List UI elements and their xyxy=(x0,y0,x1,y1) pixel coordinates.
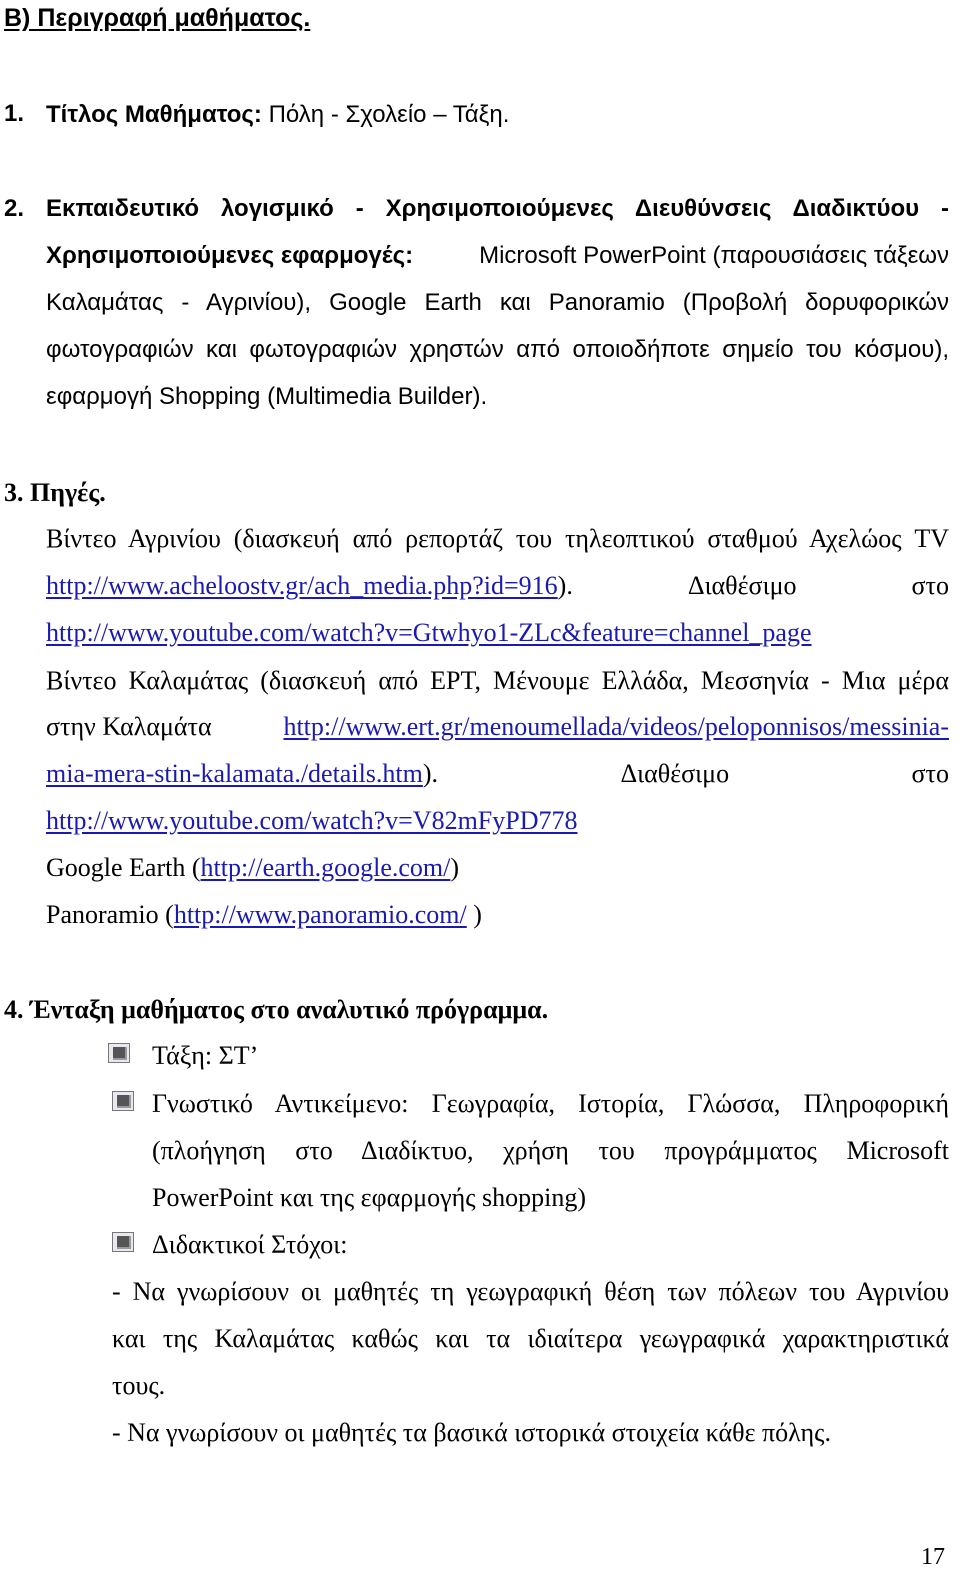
item1-number: 1. xyxy=(4,100,25,127)
video2-desc: Βίντεο Καλαμάτας (διασκευή από ΕΡΤ, Μένουμε Ελλάδα, Μεσσηνία - Μια μέρα xyxy=(46,666,949,695)
ge-close: ) xyxy=(450,853,460,882)
item2-line1: Εκπαιδευτικό λογισμικό - Χρησιμοποιούμενες Διευθύνσεις Διαδικτύου - xyxy=(46,195,949,222)
item3-title: 3. Πηγές. xyxy=(4,478,106,507)
ge-label: Google Earth ( xyxy=(46,853,201,882)
video2-at: στο xyxy=(911,759,949,788)
video2-link-part2[interactable]: mia-mera-stin-kalamata./details.htm xyxy=(46,759,423,788)
video1-close: ). xyxy=(557,571,573,600)
video1-youtube-row xyxy=(46,620,812,646)
pano-label: Panoramio ( xyxy=(46,900,174,929)
item2-line3: Καλαμάτας - Αγρινίου), Google Earth και Panoramio (Προβολή δορυφορικών xyxy=(46,289,949,316)
video1-link-wrap xyxy=(46,573,573,599)
goal2-line: - Να γνωρίσουν οι μαθητές τα βασικά ιστορικά στοιχεία κάθε πόλης. xyxy=(112,1418,831,1447)
item1-line xyxy=(46,101,509,127)
pano-link[interactable]: http://www.panoramio.com/ xyxy=(173,900,467,929)
panoramio-row xyxy=(46,902,482,928)
video1-desc: Βίντεο Αγρινίου (διασκευή από ρεπορτάζ του τηλεοπτικού σταθμού Αχελώος TV xyxy=(46,524,949,553)
item2-line2-bold: Χρησιμοποιούμενες εφαρμογές: xyxy=(46,242,414,269)
video2-youtube-row xyxy=(46,808,578,834)
video1-link[interactable]: http://www.acheloostv.gr/ach_media.php?id=916 xyxy=(46,571,558,600)
video2-link-wrap xyxy=(46,761,438,787)
item1-label: Τίτλος Μαθήματος: xyxy=(46,101,262,128)
item2-line2-rest: Microsoft PowerPoint (παρουσιάσεις τάξεων xyxy=(479,242,949,269)
video2-close: ). xyxy=(422,759,439,788)
item2-line4: φωτογραφιών και φωτογραφιών χρηστών από οποιοδήποτε σημείο του κόσμου), xyxy=(46,336,949,363)
video1-at: στο xyxy=(911,571,949,600)
item2-line5: εφαρμογή Shopping (Multimedia Builder). xyxy=(46,383,488,410)
item1-value: Πόλη - Σχολείο – Τάξη. xyxy=(261,101,510,128)
video1-link-row xyxy=(46,573,949,599)
ge-link[interactable]: http://earth.google.com/ xyxy=(200,853,451,882)
item2-line2 xyxy=(46,244,949,268)
goal1-line3: τους. xyxy=(112,1371,166,1400)
item2-number: 2. xyxy=(4,195,25,222)
video2-available: Διαθέσιμο xyxy=(620,759,730,788)
goal1-line2: και της Καλαμάτας καθώς και τα ιδιαίτερα γεωγραφικά χαρακτηριστικά xyxy=(112,1324,949,1353)
section-title: Β) Περιγραφή μαθήματος. xyxy=(4,4,311,32)
video2-link-row2 xyxy=(46,761,949,787)
bullet-icon xyxy=(112,1091,134,1111)
subject-line2: (πλοήγηση στο Διαδίκτυο, χρήση του προγράμματος Microsoft xyxy=(152,1136,949,1165)
bullet-icon xyxy=(112,1232,134,1252)
subject-line3: PowerPoint και της εφαρμογής shopping) xyxy=(152,1183,587,1212)
video2-prefix: στην Καλαμάτα xyxy=(46,712,212,741)
item4-title: 4. Ένταξη μαθήματος στο αναλυτικό πρόγραμμα. xyxy=(4,995,549,1024)
goal1-line1: - Να γνωρίσουν οι μαθητές τη γεωγραφική θέση των πόλεων του Αγρινίου xyxy=(112,1277,949,1306)
video1-youtube-link[interactable]: http://www.youtube.com/watch?v=Gtwhyo1-ZLc&feature=channel_page xyxy=(46,618,812,647)
page-number: 17 xyxy=(921,1544,945,1570)
pano-close: ) xyxy=(466,900,482,929)
video2-link-row xyxy=(46,714,949,740)
google-earth-row xyxy=(46,855,459,881)
class-line: Τάξη: ΣΤ’ xyxy=(152,1041,259,1070)
subject-line1: Γνωστικό Αντικείμενο: Γεωγραφία, Ιστορία, Γλώσσα, Πληροφορική xyxy=(152,1089,949,1118)
video1-available: Διαθέσιμο xyxy=(687,571,797,600)
goals-label: Διδακτικοί Στόχοι: xyxy=(152,1230,348,1259)
video2-youtube-link[interactable]: http://www.youtube.com/watch?v=V82mFyPD778 xyxy=(46,806,578,835)
bullet-icon xyxy=(108,1043,130,1063)
video2-link-part1[interactable]: http://www.ert.gr/menoumellada/videos/peloponnisos/messinia- xyxy=(283,712,949,741)
